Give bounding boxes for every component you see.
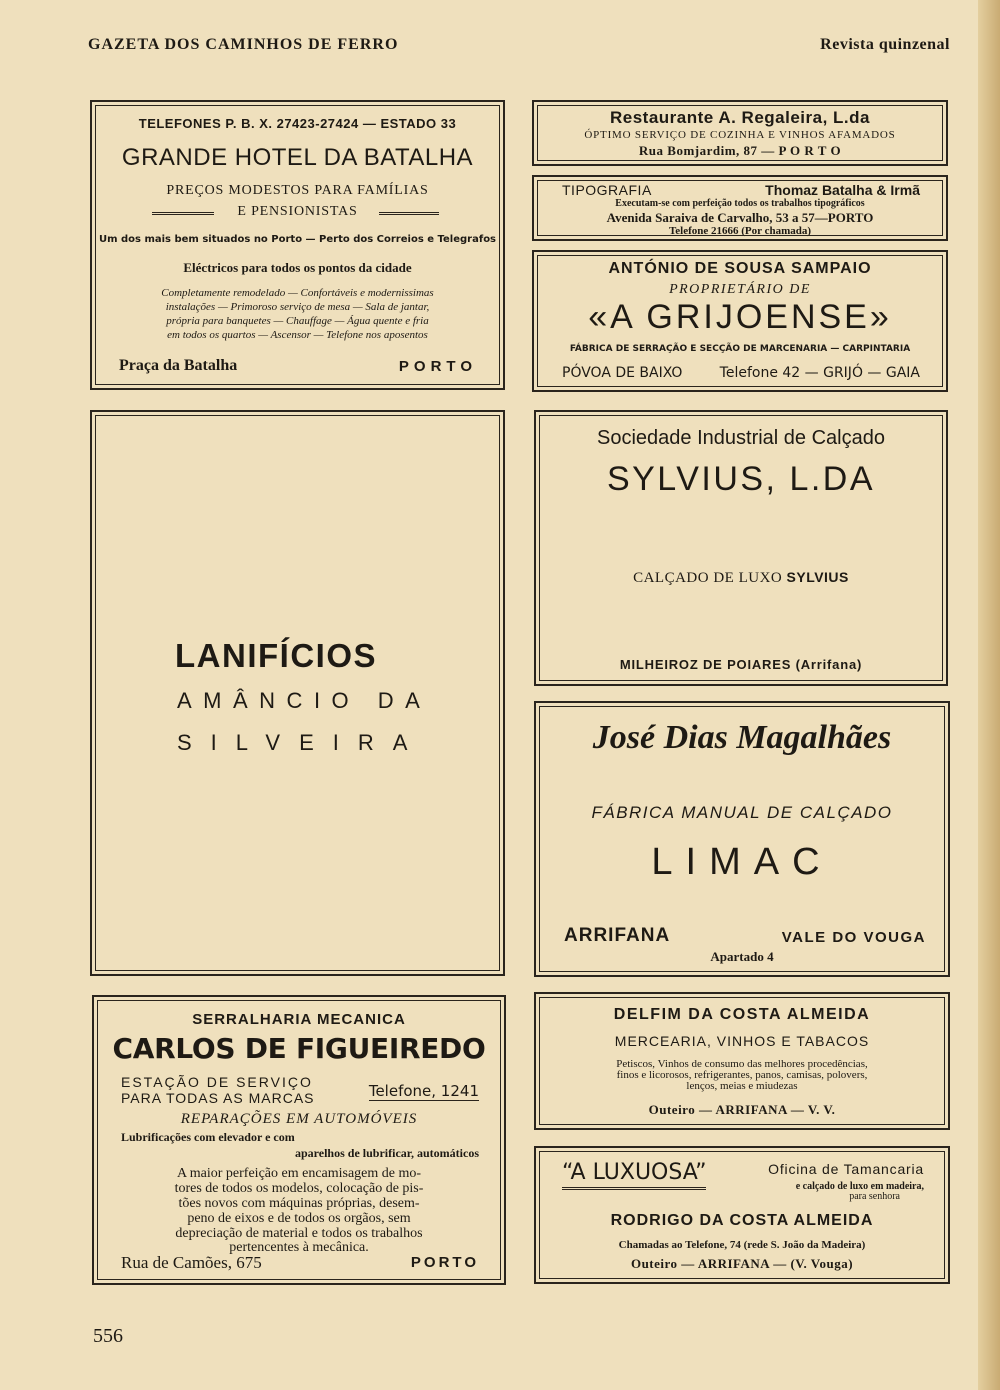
sylvius-product: CALÇADO DE LUXO xyxy=(633,570,783,586)
ad-serralharia-carlos-figueiredo xyxy=(92,995,506,1285)
limac-place: ARRIFANA xyxy=(564,925,671,946)
ad-restaurante-regaleira xyxy=(532,100,948,166)
limac-region: VALE DO VOUGA xyxy=(781,929,926,946)
limac-brand: LIMAC xyxy=(651,841,833,883)
luxuosa-address: Outeiro — ARRIFANA — (V. Vouga) xyxy=(630,1256,854,1271)
luxuosa-name: “A LUXUOSA” xyxy=(562,1160,706,1190)
ad-grande-hotel xyxy=(90,100,505,390)
hotel-description-1: Completamente remodelado — Confortáveis e modernissimas xyxy=(161,287,434,299)
sylvius-product-line xyxy=(536,569,946,587)
printing-owner: Thomaz Batalha & Irmã xyxy=(765,182,920,198)
limac-owner: José Dias Magalhães xyxy=(592,719,892,756)
serralharia-text-5: depreciação de material e todos os trabalhos xyxy=(175,1226,423,1241)
journal-title: GAZETA DOS CAMINHOS DE FERRO xyxy=(88,36,399,53)
divider-rule-right xyxy=(379,212,439,215)
delfim-name: DELFIM DA COSTA ALMEIDA xyxy=(613,1006,871,1023)
printing-phone: Telefone 21666 (Por chamada) xyxy=(668,225,812,237)
ad-tipografia xyxy=(532,175,948,241)
hotel-location: Um dos mais bem situados no Porto — Perto dos Correios e Telegrafos xyxy=(98,234,497,245)
grijoense-place: PÓVOA DE BAIXO xyxy=(562,365,683,381)
serralharia-station-2: PARA TODAS AS MARCAS xyxy=(121,1090,315,1106)
sylvius-name: SYLVIUS, L.DA xyxy=(606,460,876,498)
serralharia-text-2: tores de todos os modelos, colocação de pis- xyxy=(174,1181,424,1196)
serralharia-name: CARLOS DE FIGUEIREDO xyxy=(112,1032,486,1065)
page-edge-shadow xyxy=(978,0,1000,1390)
luxuosa-owner: RODRIGO DA COSTA ALMEIDA xyxy=(610,1212,874,1229)
delfim-goods-3: lenços, meias e miudezas xyxy=(686,1080,798,1092)
printing-description: Executam-se com perfeição todos os trabalhos tipográficos xyxy=(615,198,865,209)
luxuosa-description-1: e calçado de luxo em madeira, xyxy=(795,1181,924,1192)
ad-limac xyxy=(534,701,950,977)
hotel-trams: Eléctricos para todos os pontos da cidade xyxy=(183,260,412,275)
sylvius-address: MILHEIROZ DE POIARES (Arrifana) xyxy=(619,657,863,672)
ad-lanificios xyxy=(90,410,505,976)
serralharia-address: Rua de Camões, 675 xyxy=(121,1253,262,1272)
ad-a-luxuosa xyxy=(534,1146,950,1284)
hotel-address: Praça da Batalha xyxy=(119,357,238,374)
hotel-name: GRANDE HOTEL DA BATALHA xyxy=(121,144,474,171)
serralharia-phone: Telefone, 1241 xyxy=(368,1082,479,1100)
grijoense-phone: Telefone 42 — GRIJÓ — GAIA xyxy=(719,365,920,381)
limac-po-box: Apartado 4 xyxy=(710,949,774,964)
delfim-address: Outeiro — ARRIFANA — V. V. xyxy=(648,1102,836,1117)
ad-a-grijoense xyxy=(532,250,948,392)
restaurant-address: Rua Bomjardim, 87 — P O R T O xyxy=(638,143,842,158)
serralharia-lube-2: aparelhos de lubrificar, automáticos xyxy=(294,1146,479,1160)
hotel-prices-line-1: PREÇOS MODESTOS PARA FAMÍLIAS xyxy=(166,183,429,198)
hotel-city: PORTO xyxy=(398,358,477,375)
serralharia-text-3: tões novos com máquinas próprias, desem- xyxy=(178,1196,420,1211)
serralharia-text-1: A maior perfeição em encamisagem de mo- xyxy=(176,1166,422,1181)
restaurant-tagline: ÓPTIMO SERVIÇO DE COZINHA E VINHOS AFAMADOS xyxy=(584,129,896,141)
serralharia-kind: SERRALHARIA MECANICA xyxy=(192,1011,406,1028)
delfim-goods-1: Petiscos, Vinhos de consumo das melhores procedências, xyxy=(616,1058,868,1070)
grijoense-role: PROPRIETÁRIO DE xyxy=(669,282,811,297)
ad-delfim-costa-almeida xyxy=(534,992,950,1130)
ad-sylvius xyxy=(534,410,948,686)
grijoense-description: FÁBRICA DE SERRAÇÃO E SECÇÃO DE MARCENARIA — CARPINTARIA xyxy=(569,344,911,354)
sylvius-company: Sociedade Industrial de Calçado xyxy=(597,427,885,449)
hotel-description-4: em todos os quartos — Ascensor — Telefone nos aposentos xyxy=(167,329,428,341)
hotel-description-3: própria para banquetes — Chauffage — Água quente e fria xyxy=(166,315,429,327)
hotel-phones: TELEFONES P. B. X. 27423-27424 — ESTADO 33 xyxy=(138,116,457,131)
printing-name: TIPOGRAFIA xyxy=(562,182,652,198)
page-number: 556 xyxy=(93,1325,123,1347)
hotel-prices-line-2: E PENSIONISTAS xyxy=(237,204,358,219)
luxuosa-phone: Chamadas ao Telefone, 74 (rede S. João da Madeira) xyxy=(618,1239,866,1251)
journal-subtitle: Revista quinzenal xyxy=(820,36,950,53)
lanificios-name: LANIFÍCIOS xyxy=(175,637,377,674)
serralharia-station-1: ESTAÇÃO DE SERVIÇO xyxy=(121,1074,313,1090)
sylvius-brand: SYLVIUS xyxy=(786,569,849,585)
serralharia-text-6: pertencentes à mecânica. xyxy=(229,1240,369,1255)
serralharia-city: PORTO xyxy=(410,1254,479,1271)
delfim-goods-2: finos e licorosos, refrigerantes, panos, camisas, polovers, xyxy=(616,1069,868,1081)
lanificios-line-2: AMÂNCIO DA xyxy=(177,688,432,713)
delfim-trade: MERCEARIA, VINHOS E TABACOS xyxy=(614,1033,870,1049)
limac-description: FÁBRICA MANUAL DE CALÇADO xyxy=(591,803,893,822)
grijoense-owner: ANTÓNIO DE SOUSA SAMPAIO xyxy=(608,260,872,277)
grijoense-name: «A GRIJOENSE» xyxy=(588,298,892,336)
serralharia-repairs: REPARAÇÕES EM AUTOMÓVEIS xyxy=(180,1111,418,1127)
serralharia-text-4: peno de eixos e de todos os orgãos, sem xyxy=(187,1211,411,1226)
luxuosa-trade: Oficina de Tamancaria xyxy=(768,1161,924,1177)
luxuosa-description-2: para senhora xyxy=(849,1191,900,1202)
lanificios-line-3: SILVEIRA xyxy=(177,730,427,755)
restaurant-name: Restaurante A. Regaleira, L.da xyxy=(609,108,870,127)
hotel-description-2: instalações — Primoroso serviço de mesa — Sala de jantar, xyxy=(165,301,430,313)
serralharia-lube-1: Lubrificações com elevador e com xyxy=(121,1130,295,1144)
printing-address: Avenida Saraiva de Carvalho, 53 a 57—PORTO xyxy=(606,210,874,225)
